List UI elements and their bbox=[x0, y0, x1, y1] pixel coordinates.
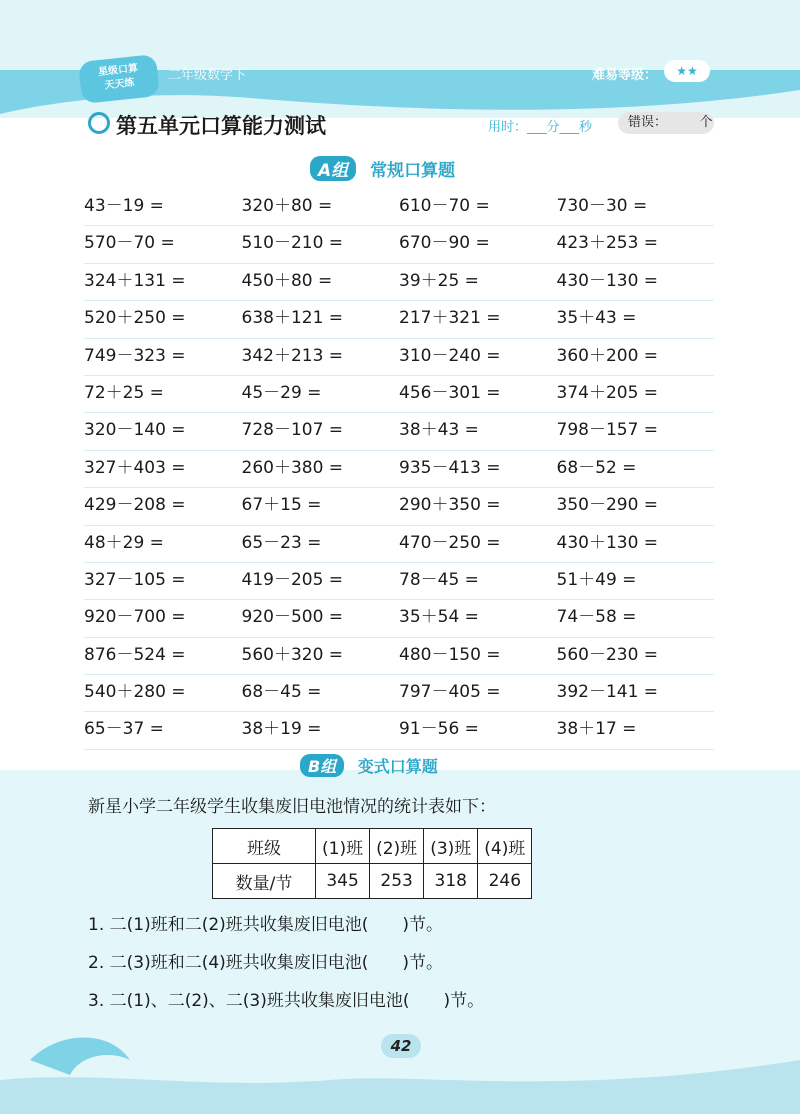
problem: 797－405 = bbox=[399, 682, 501, 703]
problem: 470－250 = bbox=[399, 532, 501, 553]
problem: 45－29 = bbox=[241, 382, 322, 403]
problem: 38＋19 = bbox=[241, 719, 322, 740]
problem-row bbox=[84, 563, 714, 600]
logo-text: 星级口算 bbox=[97, 62, 139, 79]
table-cell: (2)班 bbox=[370, 829, 424, 864]
section-b-badge: B组 bbox=[300, 754, 344, 777]
table-row bbox=[213, 829, 532, 864]
problem: 74－58 = bbox=[556, 607, 637, 628]
problem-grid bbox=[84, 189, 714, 750]
problem: 51＋49 = bbox=[556, 569, 637, 590]
problem-row bbox=[84, 413, 714, 450]
problem-row bbox=[84, 451, 714, 488]
problem-row bbox=[84, 712, 714, 749]
problem-row bbox=[84, 376, 714, 413]
problem: 48＋29 = bbox=[84, 532, 164, 553]
question-1: 1. 二(1)班和二(2)班共收集废旧电池( )节。 bbox=[88, 915, 444, 935]
problem: 480－150 = bbox=[399, 644, 501, 665]
problem: 320＋80 = bbox=[241, 196, 333, 216]
problem: 749－323 = bbox=[84, 345, 186, 366]
problem: 430－130 = bbox=[556, 270, 659, 291]
difficulty-label: 难易等级： bbox=[592, 68, 658, 83]
problem: 38＋17 = bbox=[556, 719, 637, 740]
problem: 39＋25 = bbox=[399, 270, 479, 291]
problem: 65－37 = bbox=[84, 719, 164, 740]
problem: 610－70 = bbox=[399, 196, 490, 216]
problem: 429－208 = bbox=[84, 495, 186, 516]
problem: 217＋321 = bbox=[399, 308, 501, 329]
page-number: 42 bbox=[381, 1034, 421, 1058]
table-cell: (4)班 bbox=[478, 829, 532, 864]
problem: 43－19 = bbox=[84, 196, 164, 216]
intro-text: 新星小学二年级学生收集废旧电池情况的统计表如下： bbox=[88, 797, 496, 817]
problem: 68－52 = bbox=[556, 457, 637, 478]
problem: 798－157 = bbox=[556, 420, 659, 441]
section-b-label: 变式口算题 bbox=[357, 757, 438, 776]
problem: 78－45 = bbox=[399, 569, 479, 590]
problem: 324＋131 = bbox=[84, 270, 186, 291]
problem-row bbox=[84, 638, 714, 675]
problem: 920－500 = bbox=[241, 607, 344, 628]
table-cell: 班级 bbox=[213, 829, 316, 864]
problem: 38＋43 = bbox=[399, 420, 479, 441]
problem: 72＋25 = bbox=[84, 382, 164, 403]
problem: 570－70 = bbox=[84, 233, 175, 254]
problem: 260＋380 = bbox=[241, 457, 344, 478]
problem-row bbox=[84, 600, 714, 637]
problem: 392－141 = bbox=[556, 682, 659, 703]
problem: 638＋121 = bbox=[241, 308, 344, 329]
grade-label: 二年级数学下 bbox=[168, 68, 247, 83]
problem: 450＋80 = bbox=[241, 270, 333, 291]
problem-row bbox=[84, 264, 714, 301]
table-cell: 246 bbox=[478, 864, 532, 899]
logo-subtext: 天天练 bbox=[104, 77, 136, 92]
problem: 540＋280 = bbox=[84, 682, 186, 703]
problem: 423＋253 = bbox=[556, 233, 659, 254]
problem: 510－210 = bbox=[241, 233, 344, 254]
timer-field: 用时：___分___秒 bbox=[488, 120, 593, 135]
table-cell: 数量/节 bbox=[213, 864, 316, 899]
table-cell: (1)班 bbox=[316, 829, 370, 864]
problem-row bbox=[84, 301, 714, 338]
problem: 730－30 = bbox=[556, 196, 648, 216]
brand-logo bbox=[78, 54, 160, 104]
problem: 342＋213 = bbox=[241, 345, 344, 366]
problem: 327＋403 = bbox=[84, 457, 186, 478]
difficulty-stars: ★★ bbox=[664, 60, 710, 82]
problem-row bbox=[84, 526, 714, 563]
problem: 920－700 = bbox=[84, 607, 186, 628]
problem: 430＋130 = bbox=[556, 532, 659, 553]
table-cell: 318 bbox=[424, 864, 478, 899]
section-a-badge: A组 bbox=[310, 156, 356, 181]
problem-row bbox=[84, 226, 714, 263]
problem-row bbox=[84, 339, 714, 376]
section-b-heading bbox=[300, 754, 438, 777]
problem: 419－205 = bbox=[241, 569, 344, 590]
problem: 67＋15 = bbox=[241, 495, 322, 516]
problem: 560＋320 = bbox=[241, 644, 344, 665]
table-cell: (3)班 bbox=[424, 829, 478, 864]
section-a-heading bbox=[310, 156, 455, 181]
problem: 290＋350 = bbox=[399, 495, 501, 516]
problem-row bbox=[84, 675, 714, 712]
problem: 520＋250 = bbox=[84, 308, 186, 329]
battery-table bbox=[212, 828, 532, 899]
problem: 456－301 = bbox=[399, 382, 501, 403]
page-title: 第五单元口算能力测试 bbox=[116, 114, 326, 138]
problem: 728－107 = bbox=[241, 420, 344, 441]
problem: 670－90 = bbox=[399, 233, 490, 254]
problem: 935－413 = bbox=[399, 457, 501, 478]
question-2: 2. 二(3)班和二(4)班共收集废旧电池( )节。 bbox=[88, 953, 444, 973]
problem-row bbox=[84, 488, 714, 525]
problem: 91－56 = bbox=[399, 719, 479, 740]
section-a-label: 常规口算题 bbox=[370, 161, 456, 181]
table-cell: 345 bbox=[316, 864, 370, 899]
clock-icon bbox=[88, 112, 110, 134]
error-count-field: 错误： 个 bbox=[618, 112, 714, 134]
problem: 320－140 = bbox=[84, 420, 186, 441]
problem-row bbox=[84, 189, 714, 226]
problem: 350－290 = bbox=[556, 495, 659, 516]
table-row bbox=[213, 864, 532, 899]
problem: 360＋200 = bbox=[556, 345, 659, 366]
problem: 68－45 = bbox=[241, 682, 322, 703]
problem: 65－23 = bbox=[241, 532, 322, 553]
problem: 35＋43 = bbox=[556, 308, 637, 329]
question-3: 3. 二(1)、二(2)、二(3)班共收集废旧电池( )节。 bbox=[88, 991, 485, 1011]
problem: 35＋54 = bbox=[399, 607, 479, 628]
problem: 876－524 = bbox=[84, 644, 186, 665]
problem: 374＋205 = bbox=[556, 382, 659, 403]
problem: 327－105 = bbox=[84, 569, 186, 590]
table-cell: 253 bbox=[370, 864, 424, 899]
problem: 310－240 = bbox=[399, 345, 501, 366]
problem: 560－230 = bbox=[556, 644, 659, 665]
